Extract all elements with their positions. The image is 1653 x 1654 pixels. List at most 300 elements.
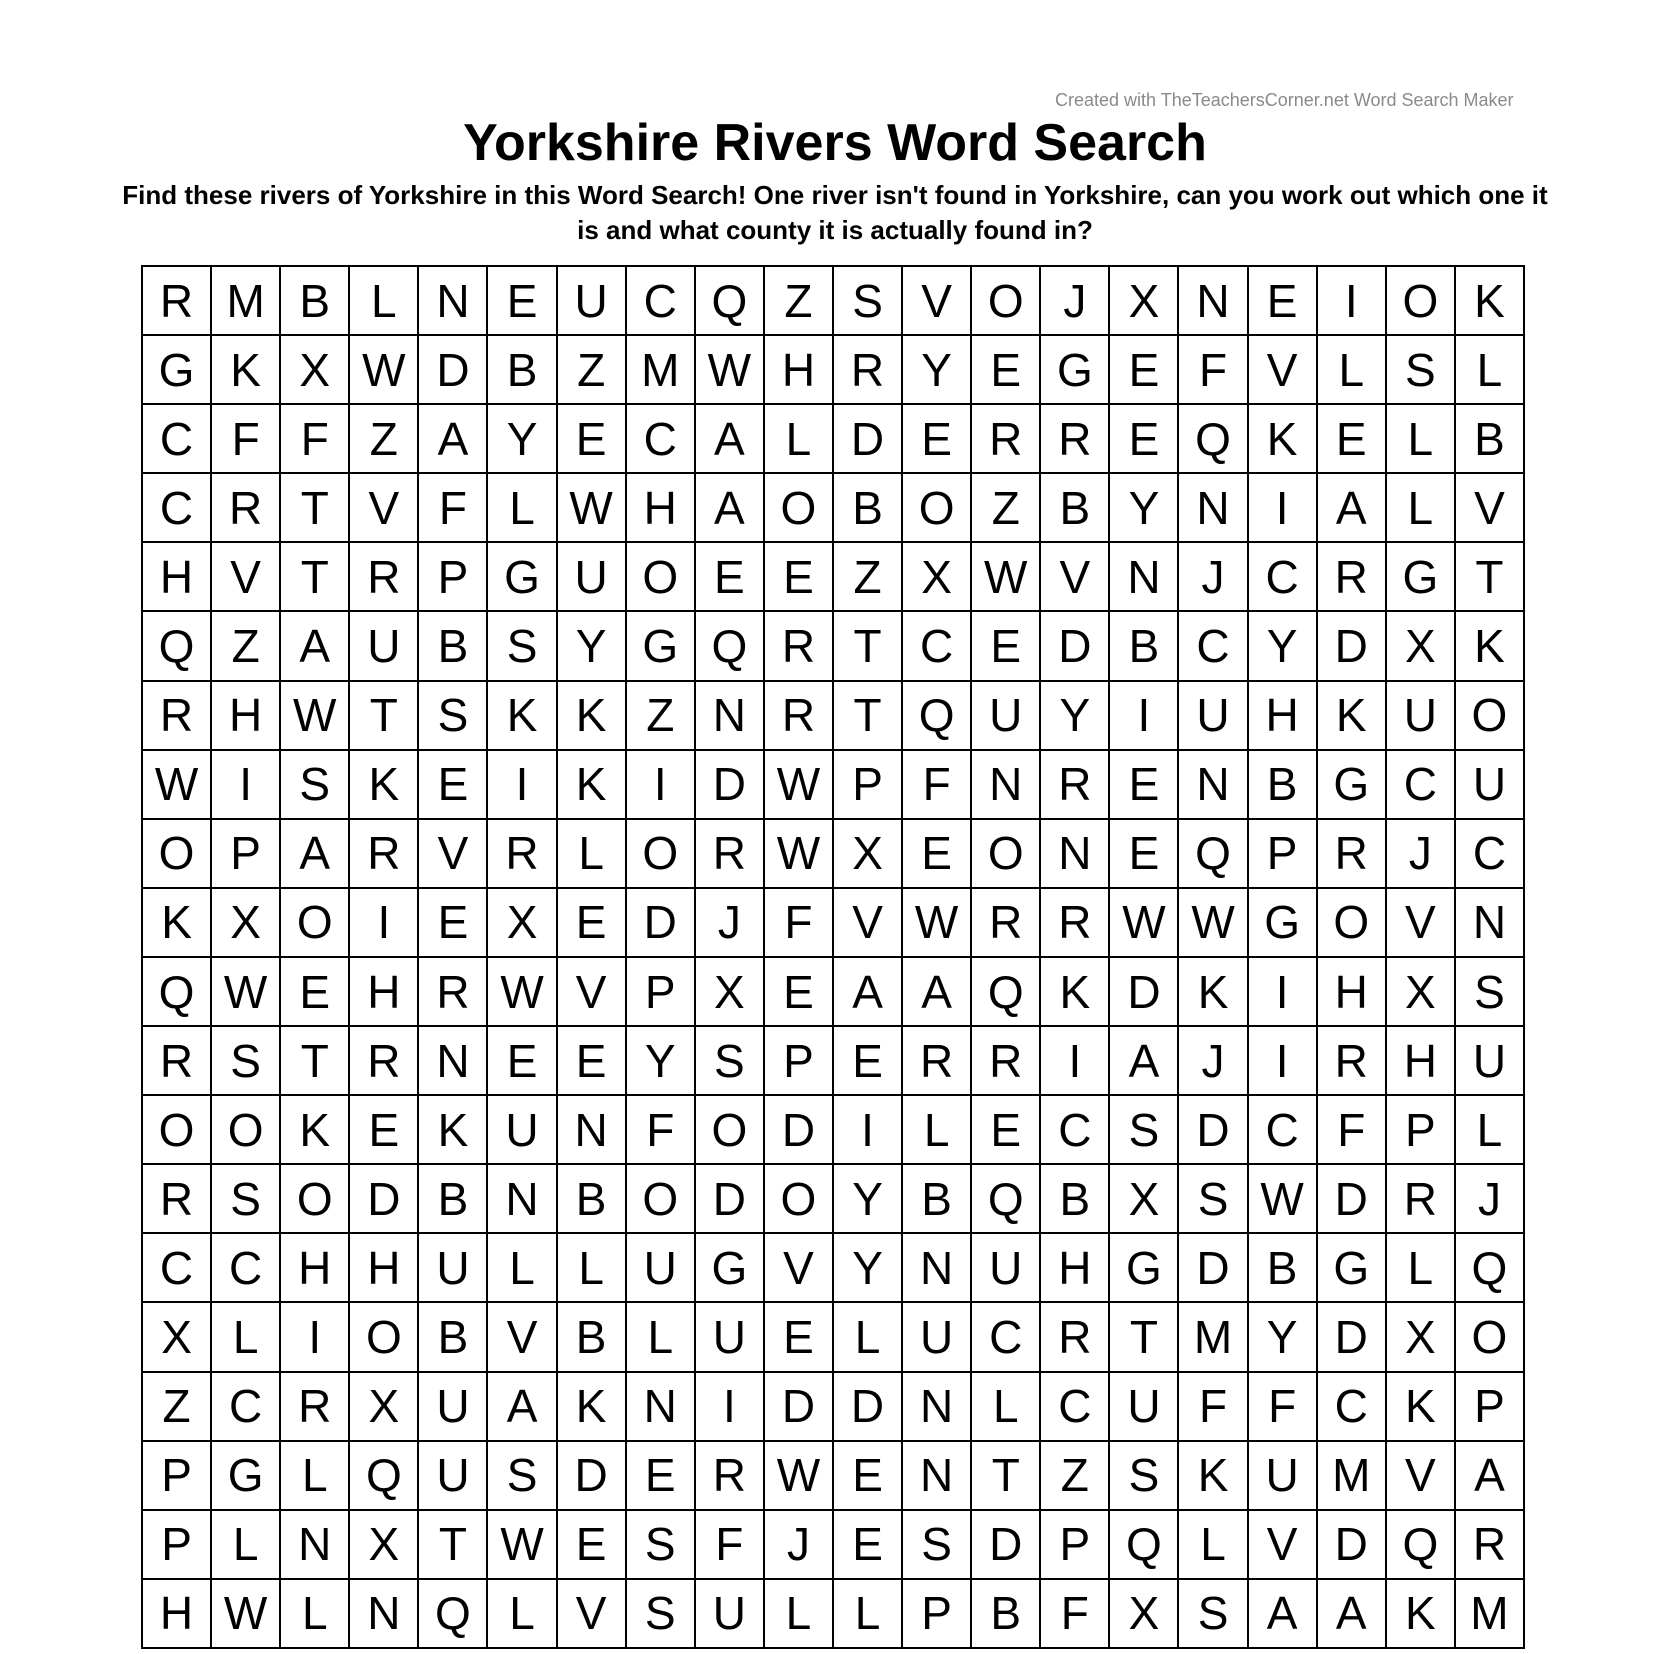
grid-cell[interactable]: V (903, 267, 972, 336)
grid-cell[interactable]: H (350, 1234, 419, 1303)
grid-cell[interactable]: A (281, 612, 350, 681)
grid-cell[interactable]: N (1179, 751, 1248, 820)
grid-cell[interactable]: E (1110, 820, 1179, 889)
grid-cell[interactable]: E (1110, 751, 1179, 820)
grid-cell[interactable]: C (903, 612, 972, 681)
grid-cell[interactable]: O (765, 1165, 834, 1234)
grid-cell[interactable]: S (212, 1165, 281, 1234)
grid-cell[interactable]: X (834, 820, 903, 889)
grid-cell[interactable]: U (972, 682, 1041, 751)
grid-cell[interactable]: E (834, 1442, 903, 1511)
grid-cell[interactable]: E (281, 958, 350, 1027)
grid-cell[interactable]: I (1041, 1027, 1110, 1096)
grid-cell[interactable]: P (212, 820, 281, 889)
grid-cell[interactable]: W (1179, 889, 1248, 958)
grid-cell[interactable]: I (1110, 682, 1179, 751)
grid-cell[interactable]: Y (1249, 612, 1318, 681)
grid-cell[interactable]: R (488, 820, 557, 889)
grid-cell[interactable]: L (350, 267, 419, 336)
grid-cell[interactable]: M (1318, 1442, 1387, 1511)
grid-cell[interactable]: R (1041, 405, 1110, 474)
grid-cell[interactable]: N (1179, 474, 1248, 543)
grid-cell[interactable]: T (834, 612, 903, 681)
grid-cell[interactable]: O (903, 474, 972, 543)
grid-cell[interactable]: Y (627, 1027, 696, 1096)
grid-cell[interactable]: C (1249, 543, 1318, 612)
grid-cell[interactable]: T (1110, 1303, 1179, 1372)
grid-cell[interactable]: X (1110, 1580, 1179, 1649)
grid-cell[interactable]: K (1041, 958, 1110, 1027)
grid-cell[interactable]: T (281, 474, 350, 543)
grid-cell[interactable]: Z (834, 543, 903, 612)
grid-cell[interactable]: K (143, 889, 212, 958)
grid-cell[interactable]: Y (558, 612, 627, 681)
grid-cell[interactable]: M (1456, 1580, 1525, 1649)
grid-cell[interactable]: I (1318, 267, 1387, 336)
grid-cell[interactable]: V (558, 958, 627, 1027)
grid-cell[interactable]: I (1249, 474, 1318, 543)
grid-cell[interactable]: N (696, 682, 765, 751)
grid-cell[interactable]: R (834, 336, 903, 405)
grid-cell[interactable]: N (903, 1373, 972, 1442)
grid-cell[interactable]: A (419, 405, 488, 474)
grid-cell[interactable]: B (488, 336, 557, 405)
grid-cell[interactable]: R (1318, 820, 1387, 889)
grid-cell[interactable]: O (765, 474, 834, 543)
grid-cell[interactable]: R (696, 820, 765, 889)
grid-cell[interactable]: S (1110, 1442, 1179, 1511)
grid-cell[interactable]: W (972, 543, 1041, 612)
grid-cell[interactable]: W (1249, 1165, 1318, 1234)
grid-cell[interactable]: D (972, 1511, 1041, 1580)
grid-cell[interactable]: O (1318, 889, 1387, 958)
grid-cell[interactable]: K (350, 751, 419, 820)
grid-cell[interactable]: K (1387, 1580, 1456, 1649)
grid-cell[interactable]: O (696, 1096, 765, 1165)
grid-cell[interactable]: G (212, 1442, 281, 1511)
grid-cell[interactable]: R (903, 1027, 972, 1096)
grid-cell[interactable]: Y (1110, 474, 1179, 543)
grid-cell[interactable]: K (1179, 1442, 1248, 1511)
grid-cell[interactable]: R (972, 889, 1041, 958)
grid-cell[interactable]: K (1456, 267, 1525, 336)
grid-cell[interactable]: R (765, 682, 834, 751)
grid-cell[interactable]: E (903, 820, 972, 889)
grid-cell[interactable]: S (488, 1442, 557, 1511)
grid-cell[interactable]: Q (1387, 1511, 1456, 1580)
grid-cell[interactable]: E (903, 405, 972, 474)
grid-cell[interactable]: N (558, 1096, 627, 1165)
grid-cell[interactable]: J (765, 1511, 834, 1580)
grid-cell[interactable]: I (696, 1373, 765, 1442)
grid-cell[interactable]: S (212, 1027, 281, 1096)
grid-cell[interactable]: E (834, 1511, 903, 1580)
grid-cell[interactable]: R (1041, 1303, 1110, 1372)
grid-cell[interactable]: X (696, 958, 765, 1027)
grid-cell[interactable]: D (834, 405, 903, 474)
grid-cell[interactable]: C (1041, 1096, 1110, 1165)
grid-cell[interactable]: F (1179, 1373, 1248, 1442)
grid-cell[interactable]: W (281, 682, 350, 751)
grid-cell[interactable]: C (627, 267, 696, 336)
grid-cell[interactable]: G (1318, 751, 1387, 820)
grid-cell[interactable]: L (212, 1303, 281, 1372)
grid-cell[interactable]: O (350, 1303, 419, 1372)
grid-cell[interactable]: E (419, 889, 488, 958)
grid-cell[interactable]: Z (765, 267, 834, 336)
grid-cell[interactable]: P (143, 1442, 212, 1511)
grid-cell[interactable]: C (143, 474, 212, 543)
grid-cell[interactable]: W (488, 958, 557, 1027)
grid-cell[interactable]: E (488, 1027, 557, 1096)
grid-cell[interactable]: R (1041, 751, 1110, 820)
grid-cell[interactable]: U (558, 267, 627, 336)
grid-cell[interactable]: G (1249, 889, 1318, 958)
grid-cell[interactable]: W (212, 958, 281, 1027)
grid-cell[interactable]: O (627, 1165, 696, 1234)
grid-cell[interactable]: Q (696, 612, 765, 681)
grid-cell[interactable]: X (350, 1511, 419, 1580)
grid-cell[interactable]: Y (903, 336, 972, 405)
grid-cell[interactable]: I (627, 751, 696, 820)
grid-cell[interactable]: E (558, 1511, 627, 1580)
grid-cell[interactable]: B (558, 1165, 627, 1234)
grid-cell[interactable]: J (1179, 1027, 1248, 1096)
grid-cell[interactable]: X (143, 1303, 212, 1372)
grid-cell[interactable]: F (1249, 1373, 1318, 1442)
grid-cell[interactable]: T (834, 682, 903, 751)
grid-cell[interactable]: V (1041, 543, 1110, 612)
grid-cell[interactable]: L (1387, 405, 1456, 474)
grid-cell[interactable]: L (212, 1511, 281, 1580)
grid-cell[interactable]: H (1041, 1234, 1110, 1303)
grid-cell[interactable]: D (834, 1373, 903, 1442)
grid-cell[interactable]: B (419, 1303, 488, 1372)
grid-cell[interactable]: J (1387, 820, 1456, 889)
grid-cell[interactable]: N (1110, 543, 1179, 612)
grid-cell[interactable]: G (143, 336, 212, 405)
grid-cell[interactable]: K (419, 1096, 488, 1165)
grid-cell[interactable]: A (488, 1373, 557, 1442)
grid-cell[interactable]: U (419, 1442, 488, 1511)
grid-cell[interactable]: X (488, 889, 557, 958)
grid-cell[interactable]: Y (488, 405, 557, 474)
grid-cell[interactable]: Z (350, 405, 419, 474)
grid-cell[interactable]: O (212, 1096, 281, 1165)
grid-cell[interactable]: F (765, 889, 834, 958)
grid-cell[interactable]: O (143, 1096, 212, 1165)
grid-cell[interactable]: S (627, 1511, 696, 1580)
grid-cell[interactable]: J (1179, 543, 1248, 612)
grid-cell[interactable]: Q (903, 682, 972, 751)
grid-cell[interactable]: T (972, 1442, 1041, 1511)
grid-cell[interactable]: J (1456, 1165, 1525, 1234)
grid-cell[interactable]: E (627, 1442, 696, 1511)
grid-cell[interactable]: U (903, 1303, 972, 1372)
grid-cell[interactable]: C (1249, 1096, 1318, 1165)
grid-cell[interactable]: P (1249, 820, 1318, 889)
grid-cell[interactable]: D (696, 1165, 765, 1234)
grid-cell[interactable]: R (696, 1442, 765, 1511)
grid-cell[interactable]: A (834, 958, 903, 1027)
grid-cell[interactable]: E (488, 267, 557, 336)
grid-cell[interactable]: K (558, 682, 627, 751)
grid-cell[interactable]: A (1456, 1442, 1525, 1511)
grid-cell[interactable]: V (765, 1234, 834, 1303)
grid-cell[interactable]: G (696, 1234, 765, 1303)
grid-cell[interactable]: P (1387, 1096, 1456, 1165)
grid-cell[interactable]: E (765, 543, 834, 612)
grid-cell[interactable]: K (558, 1373, 627, 1442)
grid-cell[interactable]: Q (419, 1580, 488, 1649)
grid-cell[interactable]: B (558, 1303, 627, 1372)
grid-cell[interactable]: Y (834, 1165, 903, 1234)
grid-cell[interactable]: D (1318, 612, 1387, 681)
grid-cell[interactable]: V (558, 1580, 627, 1649)
grid-cell[interactable]: C (1179, 612, 1248, 681)
grid-cell[interactable]: K (1387, 1373, 1456, 1442)
grid-cell[interactable]: A (1110, 1027, 1179, 1096)
grid-cell[interactable]: J (1041, 267, 1110, 336)
grid-cell[interactable]: O (972, 820, 1041, 889)
grid-cell[interactable]: S (696, 1027, 765, 1096)
grid-cell[interactable]: E (350, 1096, 419, 1165)
grid-cell[interactable]: V (488, 1303, 557, 1372)
grid-cell[interactable]: E (972, 612, 1041, 681)
grid-cell[interactable]: R (143, 267, 212, 336)
grid-cell[interactable]: W (765, 751, 834, 820)
grid-cell[interactable]: L (1179, 1511, 1248, 1580)
grid-cell[interactable]: H (627, 474, 696, 543)
grid-cell[interactable]: H (1318, 958, 1387, 1027)
grid-cell[interactable]: F (281, 405, 350, 474)
grid-cell[interactable]: B (1249, 1234, 1318, 1303)
grid-cell[interactable]: T (350, 682, 419, 751)
grid-cell[interactable]: K (1249, 405, 1318, 474)
grid-cell[interactable]: K (558, 751, 627, 820)
grid-cell[interactable]: X (1387, 612, 1456, 681)
grid-cell[interactable]: L (627, 1303, 696, 1372)
grid-cell[interactable]: I (834, 1096, 903, 1165)
grid-cell[interactable]: R (350, 820, 419, 889)
grid-cell[interactable]: E (696, 543, 765, 612)
grid-cell[interactable]: K (281, 1096, 350, 1165)
grid-cell[interactable]: N (1179, 267, 1248, 336)
grid-cell[interactable]: E (1110, 336, 1179, 405)
grid-cell[interactable]: K (488, 682, 557, 751)
grid-cell[interactable]: L (765, 405, 834, 474)
grid-cell[interactable]: N (350, 1580, 419, 1649)
grid-cell[interactable]: Z (558, 336, 627, 405)
grid-cell[interactable]: U (1110, 1373, 1179, 1442)
grid-cell[interactable]: A (1318, 1580, 1387, 1649)
grid-cell[interactable]: R (1318, 1027, 1387, 1096)
grid-cell[interactable]: E (558, 1027, 627, 1096)
grid-cell[interactable]: R (1318, 543, 1387, 612)
grid-cell[interactable]: D (350, 1165, 419, 1234)
grid-cell[interactable]: L (488, 1234, 557, 1303)
grid-cell[interactable]: L (1387, 1234, 1456, 1303)
grid-cell[interactable]: U (696, 1303, 765, 1372)
grid-cell[interactable]: W (1110, 889, 1179, 958)
grid-cell[interactable]: B (903, 1165, 972, 1234)
grid-cell[interactable]: Q (1179, 405, 1248, 474)
grid-cell[interactable]: Y (1041, 682, 1110, 751)
grid-cell[interactable]: R (143, 682, 212, 751)
grid-cell[interactable]: K (212, 336, 281, 405)
grid-cell[interactable]: Y (834, 1234, 903, 1303)
grid-cell[interactable]: R (419, 958, 488, 1027)
grid-cell[interactable]: S (1456, 958, 1525, 1027)
grid-cell[interactable]: Q (143, 612, 212, 681)
grid-cell[interactable]: S (488, 612, 557, 681)
grid-cell[interactable]: L (281, 1580, 350, 1649)
grid-cell[interactable]: P (903, 1580, 972, 1649)
grid-cell[interactable]: N (488, 1165, 557, 1234)
grid-cell[interactable]: A (281, 820, 350, 889)
grid-cell[interactable]: F (1318, 1096, 1387, 1165)
grid-cell[interactable]: W (143, 751, 212, 820)
grid-cell[interactable]: C (1318, 1373, 1387, 1442)
grid-cell[interactable]: T (281, 1027, 350, 1096)
grid-cell[interactable]: B (1041, 1165, 1110, 1234)
grid-cell[interactable]: R (765, 612, 834, 681)
grid-cell[interactable]: K (1318, 682, 1387, 751)
grid-cell[interactable]: P (1041, 1511, 1110, 1580)
grid-cell[interactable]: V (212, 543, 281, 612)
grid-cell[interactable]: B (972, 1580, 1041, 1649)
grid-cell[interactable]: W (558, 474, 627, 543)
grid-cell[interactable]: L (558, 820, 627, 889)
grid-cell[interactable]: O (1456, 1303, 1525, 1372)
grid-cell[interactable]: L (834, 1580, 903, 1649)
grid-cell[interactable]: C (212, 1373, 281, 1442)
grid-cell[interactable]: L (972, 1373, 1041, 1442)
grid-cell[interactable]: N (1456, 889, 1525, 958)
grid-cell[interactable]: I (488, 751, 557, 820)
grid-cell[interactable]: L (558, 1234, 627, 1303)
grid-cell[interactable]: A (696, 474, 765, 543)
grid-cell[interactable]: F (696, 1511, 765, 1580)
grid-cell[interactable]: T (419, 1511, 488, 1580)
grid-cell[interactable]: U (1456, 751, 1525, 820)
grid-cell[interactable]: Q (1179, 820, 1248, 889)
grid-cell[interactable]: H (350, 958, 419, 1027)
grid-cell[interactable]: P (419, 543, 488, 612)
grid-cell[interactable]: C (627, 405, 696, 474)
grid-cell[interactable]: T (1456, 543, 1525, 612)
grid-cell[interactable]: S (281, 751, 350, 820)
grid-cell[interactable]: M (212, 267, 281, 336)
grid-cell[interactable]: O (1456, 682, 1525, 751)
grid-cell[interactable]: N (281, 1511, 350, 1580)
grid-cell[interactable]: S (1387, 336, 1456, 405)
grid-cell[interactable]: Z (143, 1373, 212, 1442)
grid-cell[interactable]: E (1318, 405, 1387, 474)
grid-cell[interactable]: S (1110, 1096, 1179, 1165)
grid-cell[interactable]: D (1318, 1303, 1387, 1372)
grid-cell[interactable]: U (488, 1096, 557, 1165)
grid-cell[interactable]: O (281, 889, 350, 958)
grid-cell[interactable]: D (765, 1096, 834, 1165)
grid-cell[interactable]: B (281, 267, 350, 336)
grid-cell[interactable]: N (419, 1027, 488, 1096)
grid-cell[interactable]: C (1387, 751, 1456, 820)
grid-cell[interactable]: E (972, 1096, 1041, 1165)
grid-cell[interactable]: S (419, 682, 488, 751)
grid-cell[interactable]: W (696, 336, 765, 405)
grid-cell[interactable]: P (1456, 1373, 1525, 1442)
grid-cell[interactable]: E (834, 1027, 903, 1096)
grid-cell[interactable]: H (281, 1234, 350, 1303)
grid-cell[interactable]: R (281, 1373, 350, 1442)
grid-cell[interactable]: I (1249, 1027, 1318, 1096)
grid-cell[interactable]: U (627, 1234, 696, 1303)
grid-cell[interactable]: C (212, 1234, 281, 1303)
grid-cell[interactable]: F (627, 1096, 696, 1165)
grid-cell[interactable]: X (1110, 1165, 1179, 1234)
grid-cell[interactable]: U (1456, 1027, 1525, 1096)
grid-cell[interactable]: G (1387, 543, 1456, 612)
grid-cell[interactable]: N (627, 1373, 696, 1442)
grid-cell[interactable]: U (1179, 682, 1248, 751)
grid-cell[interactable]: D (765, 1373, 834, 1442)
grid-cell[interactable]: E (558, 889, 627, 958)
grid-cell[interactable]: W (488, 1511, 557, 1580)
grid-cell[interactable]: Z (627, 682, 696, 751)
grid-cell[interactable]: U (1249, 1442, 1318, 1511)
grid-cell[interactable]: E (765, 958, 834, 1027)
grid-cell[interactable]: X (1387, 958, 1456, 1027)
grid-cell[interactable]: R (972, 405, 1041, 474)
grid-cell[interactable]: A (1249, 1580, 1318, 1649)
grid-cell[interactable]: X (281, 336, 350, 405)
grid-cell[interactable]: X (1110, 267, 1179, 336)
grid-cell[interactable]: F (419, 474, 488, 543)
grid-cell[interactable]: O (627, 543, 696, 612)
grid-cell[interactable]: U (696, 1580, 765, 1649)
grid-cell[interactable]: A (903, 958, 972, 1027)
grid-cell[interactable]: L (488, 474, 557, 543)
grid-cell[interactable]: K (1179, 958, 1248, 1027)
grid-cell[interactable]: N (419, 267, 488, 336)
grid-cell[interactable]: S (1179, 1165, 1248, 1234)
grid-cell[interactable]: L (488, 1580, 557, 1649)
grid-cell[interactable]: V (1249, 1511, 1318, 1580)
grid-cell[interactable]: Q (696, 267, 765, 336)
grid-cell[interactable]: Y (1249, 1303, 1318, 1372)
grid-cell[interactable]: C (1041, 1373, 1110, 1442)
grid-cell[interactable]: B (1110, 612, 1179, 681)
grid-cell[interactable]: H (143, 1580, 212, 1649)
grid-cell[interactable]: S (834, 267, 903, 336)
grid-cell[interactable]: I (1249, 958, 1318, 1027)
grid-cell[interactable]: F (903, 751, 972, 820)
grid-cell[interactable]: E (1249, 267, 1318, 336)
grid-cell[interactable]: U (558, 543, 627, 612)
grid-cell[interactable]: L (834, 1303, 903, 1372)
grid-cell[interactable]: E (765, 1303, 834, 1372)
grid-cell[interactable]: D (696, 751, 765, 820)
grid-cell[interactable]: B (1041, 474, 1110, 543)
grid-cell[interactable]: Z (212, 612, 281, 681)
grid-cell[interactable]: Q (1456, 1234, 1525, 1303)
grid-cell[interactable]: R (350, 1027, 419, 1096)
grid-cell[interactable]: D (627, 889, 696, 958)
grid-cell[interactable]: D (1110, 958, 1179, 1027)
grid-cell[interactable]: X (350, 1373, 419, 1442)
grid-cell[interactable]: V (350, 474, 419, 543)
